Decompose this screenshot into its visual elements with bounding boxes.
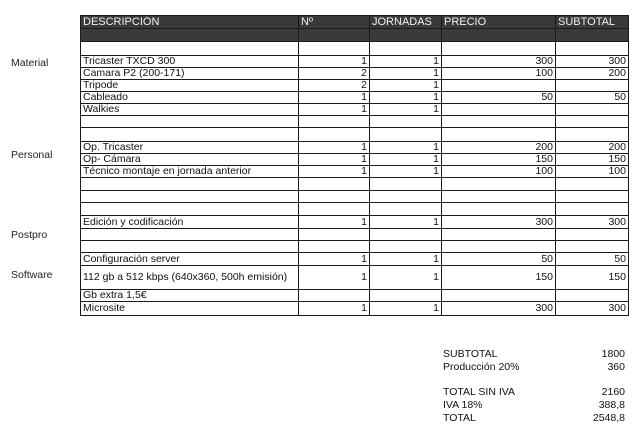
- cell-descripcion: [81, 229, 299, 241]
- category-label-personal: Personal: [11, 149, 53, 161]
- cell-numero: 1: [299, 154, 370, 166]
- cell-precio: 150: [442, 266, 556, 290]
- cell-precio: [442, 241, 556, 253]
- cell-subtotal: 300: [556, 216, 629, 229]
- cell-subtotal: [556, 42, 629, 56]
- cell-numero: 1: [299, 142, 370, 154]
- cell-precio: [442, 128, 556, 142]
- table-row: [81, 42, 629, 56]
- cell-precio: [442, 80, 556, 92]
- cell-jornadas: 1: [370, 142, 442, 154]
- cell-jornadas: [370, 203, 442, 216]
- budget-table: [80, 15, 629, 316]
- cell-descripcion: [81, 42, 299, 56]
- cell-jornadas: [370, 191, 442, 203]
- table-row: [81, 80, 629, 92]
- cell-descripcion: Walkies: [81, 104, 299, 116]
- cell-jornadas: 1: [370, 216, 442, 229]
- summary-label: IVA 18%: [443, 399, 483, 411]
- cell-jornadas: 1: [370, 253, 442, 266]
- cell-precio: 50: [442, 253, 556, 266]
- cell-descripcion: Técnico montaje en jornada anterior: [81, 166, 299, 178]
- table-row: [81, 241, 629, 253]
- cell-precio: [442, 203, 556, 216]
- cell-subtotal: 200: [556, 142, 629, 154]
- table-row: [81, 191, 629, 203]
- cell-precio: [442, 116, 556, 128]
- cell-numero: 1: [299, 92, 370, 104]
- header-row: [81, 16, 629, 29]
- table-row: [81, 302, 629, 316]
- header-spacer-row: [81, 29, 629, 42]
- cell-precio: [442, 191, 556, 203]
- table-row: [81, 166, 629, 178]
- spacer-cell: [81, 29, 299, 42]
- summary-row-total-sin-iva: [443, 386, 625, 399]
- cell-precio: 300: [442, 302, 556, 316]
- cell-jornadas: 1: [370, 166, 442, 178]
- cell-subtotal: 300: [556, 302, 629, 316]
- cell-descripcion: [81, 203, 299, 216]
- cell-subtotal: [556, 178, 629, 191]
- summary-row-subtotal: [443, 348, 625, 361]
- cell-jornadas: 1: [370, 266, 442, 290]
- cell-descripcion: Gb extra 1,5€: [81, 290, 299, 302]
- cell-jornadas: 1: [370, 92, 442, 104]
- summary-label: SUBTOTAL: [443, 348, 498, 360]
- category-label-postpro: Postpro: [11, 229, 48, 241]
- spacer-cell: [556, 29, 629, 42]
- cell-numero: 1: [299, 166, 370, 178]
- cell-jornadas: 1: [370, 104, 442, 116]
- cell-subtotal: 100: [556, 166, 629, 178]
- table-row: [81, 92, 629, 104]
- cell-numero: 2: [299, 80, 370, 92]
- cell-jornadas: [370, 229, 442, 241]
- table-row: [81, 128, 629, 142]
- cell-jornadas: [370, 178, 442, 191]
- table-row: [81, 68, 629, 80]
- cell-descripcion: Camara P2 (200-171): [81, 68, 299, 80]
- cell-precio: [442, 178, 556, 191]
- cell-descripcion: 112 gb a 512 kbps (640x360, 500h emisión): [81, 266, 299, 290]
- cell-subtotal: 50: [556, 92, 629, 104]
- cell-descripcion: Tricaster TXCD 300: [81, 56, 299, 68]
- table-row: [81, 253, 629, 266]
- table-row: [81, 266, 629, 290]
- spacer-cell: [299, 29, 370, 42]
- cell-descripcion: [81, 178, 299, 191]
- table-row: [81, 116, 629, 128]
- summary-value: 2548,8: [592, 412, 625, 424]
- cell-jornadas: 1: [370, 80, 442, 92]
- table-row: [81, 203, 629, 216]
- header-subtotal: SUBTOTAL: [556, 16, 629, 29]
- cell-subtotal: 50: [556, 253, 629, 266]
- spacer-cell: [370, 29, 442, 42]
- summary-block: [443, 348, 625, 425]
- header-precio: PRECIO: [442, 16, 556, 29]
- cell-precio: 150: [442, 154, 556, 166]
- cell-precio: [442, 290, 556, 302]
- cell-subtotal: [556, 128, 629, 142]
- table-row: [81, 178, 629, 191]
- cell-jornadas: [370, 116, 442, 128]
- cell-jornadas: [370, 241, 442, 253]
- header-jornadas: JORNADAS: [370, 16, 442, 29]
- cell-numero: [299, 178, 370, 191]
- table-row: [81, 216, 629, 229]
- summary-row-produccion: [443, 361, 625, 374]
- cell-descripcion: Edición y codificación: [81, 216, 299, 229]
- cell-jornadas: 1: [370, 56, 442, 68]
- cell-precio: 200: [442, 142, 556, 154]
- cell-subtotal: [556, 290, 629, 302]
- cell-numero: [299, 116, 370, 128]
- cell-precio: 100: [442, 166, 556, 178]
- cell-precio: 300: [442, 56, 556, 68]
- cell-subtotal: 200: [556, 68, 629, 80]
- cell-numero: 2: [299, 68, 370, 80]
- cell-descripcion: Configuración server: [81, 253, 299, 266]
- cell-descripcion: Op. Tricaster: [81, 142, 299, 154]
- summary-label: TOTAL SIN IVA: [443, 386, 515, 398]
- cell-precio: 300: [442, 216, 556, 229]
- cell-numero: 1: [299, 253, 370, 266]
- summary-value: 388,8: [598, 399, 625, 411]
- cell-precio: [442, 229, 556, 241]
- cell-numero: 1: [299, 266, 370, 290]
- cell-precio: 50: [442, 92, 556, 104]
- table-row: [81, 142, 629, 154]
- header-numero: Nº: [299, 16, 370, 29]
- spacer-cell: [442, 29, 556, 42]
- cell-subtotal: 150: [556, 266, 629, 290]
- table-body: [81, 42, 629, 316]
- cell-jornadas: [370, 42, 442, 56]
- table-row: [81, 154, 629, 166]
- cell-numero: [299, 290, 370, 302]
- cell-jornadas: 1: [370, 154, 442, 166]
- cell-jornadas: [370, 290, 442, 302]
- cell-numero: [299, 128, 370, 142]
- summary-label: TOTAL: [443, 412, 476, 424]
- cell-jornadas: 1: [370, 302, 442, 316]
- header-descripcion: DESCRIPCIÓN: [81, 16, 299, 29]
- cell-subtotal: [556, 229, 629, 241]
- table-row: [81, 104, 629, 116]
- cell-descripcion: [81, 116, 299, 128]
- cell-subtotal: [556, 80, 629, 92]
- summary-row-iva: [443, 399, 625, 412]
- cell-descripcion: Microsite: [81, 302, 299, 316]
- cell-subtotal: [556, 116, 629, 128]
- cell-precio: 100: [442, 68, 556, 80]
- cell-descripcion: Tripode: [81, 80, 299, 92]
- cell-precio: [442, 42, 556, 56]
- cell-numero: 1: [299, 56, 370, 68]
- cell-subtotal: [556, 191, 629, 203]
- table-row: [81, 229, 629, 241]
- summary-value: 1800: [601, 348, 625, 360]
- cell-precio: [442, 104, 556, 116]
- cell-subtotal: 300: [556, 56, 629, 68]
- cell-descripcion: [81, 191, 299, 203]
- summary-value: 2160: [601, 386, 625, 398]
- cell-subtotal: [556, 241, 629, 253]
- cell-jornadas: [370, 128, 442, 142]
- cell-numero: [299, 229, 370, 241]
- cell-subtotal: 150: [556, 154, 629, 166]
- category-label-software: Software: [11, 269, 53, 281]
- cell-descripcion: Op- Cámara: [81, 154, 299, 166]
- summary-label: Producción 20%: [443, 361, 520, 373]
- cell-descripcion: [81, 241, 299, 253]
- cell-numero: [299, 42, 370, 56]
- category-label-material: Material: [11, 57, 49, 69]
- cell-descripcion: [81, 128, 299, 142]
- cell-numero: 1: [299, 104, 370, 116]
- cell-descripcion: Cableado: [81, 92, 299, 104]
- summary-value: 360: [607, 361, 625, 373]
- cell-numero: [299, 203, 370, 216]
- table-row: [81, 290, 629, 302]
- cell-subtotal: [556, 104, 629, 116]
- table-row: [81, 56, 629, 68]
- cell-numero: 1: [299, 216, 370, 229]
- cell-numero: [299, 191, 370, 203]
- cell-numero: 1: [299, 302, 370, 316]
- cell-subtotal: [556, 203, 629, 216]
- cell-numero: [299, 241, 370, 253]
- cell-jornadas: 1: [370, 68, 442, 80]
- summary-row-total: [443, 412, 625, 425]
